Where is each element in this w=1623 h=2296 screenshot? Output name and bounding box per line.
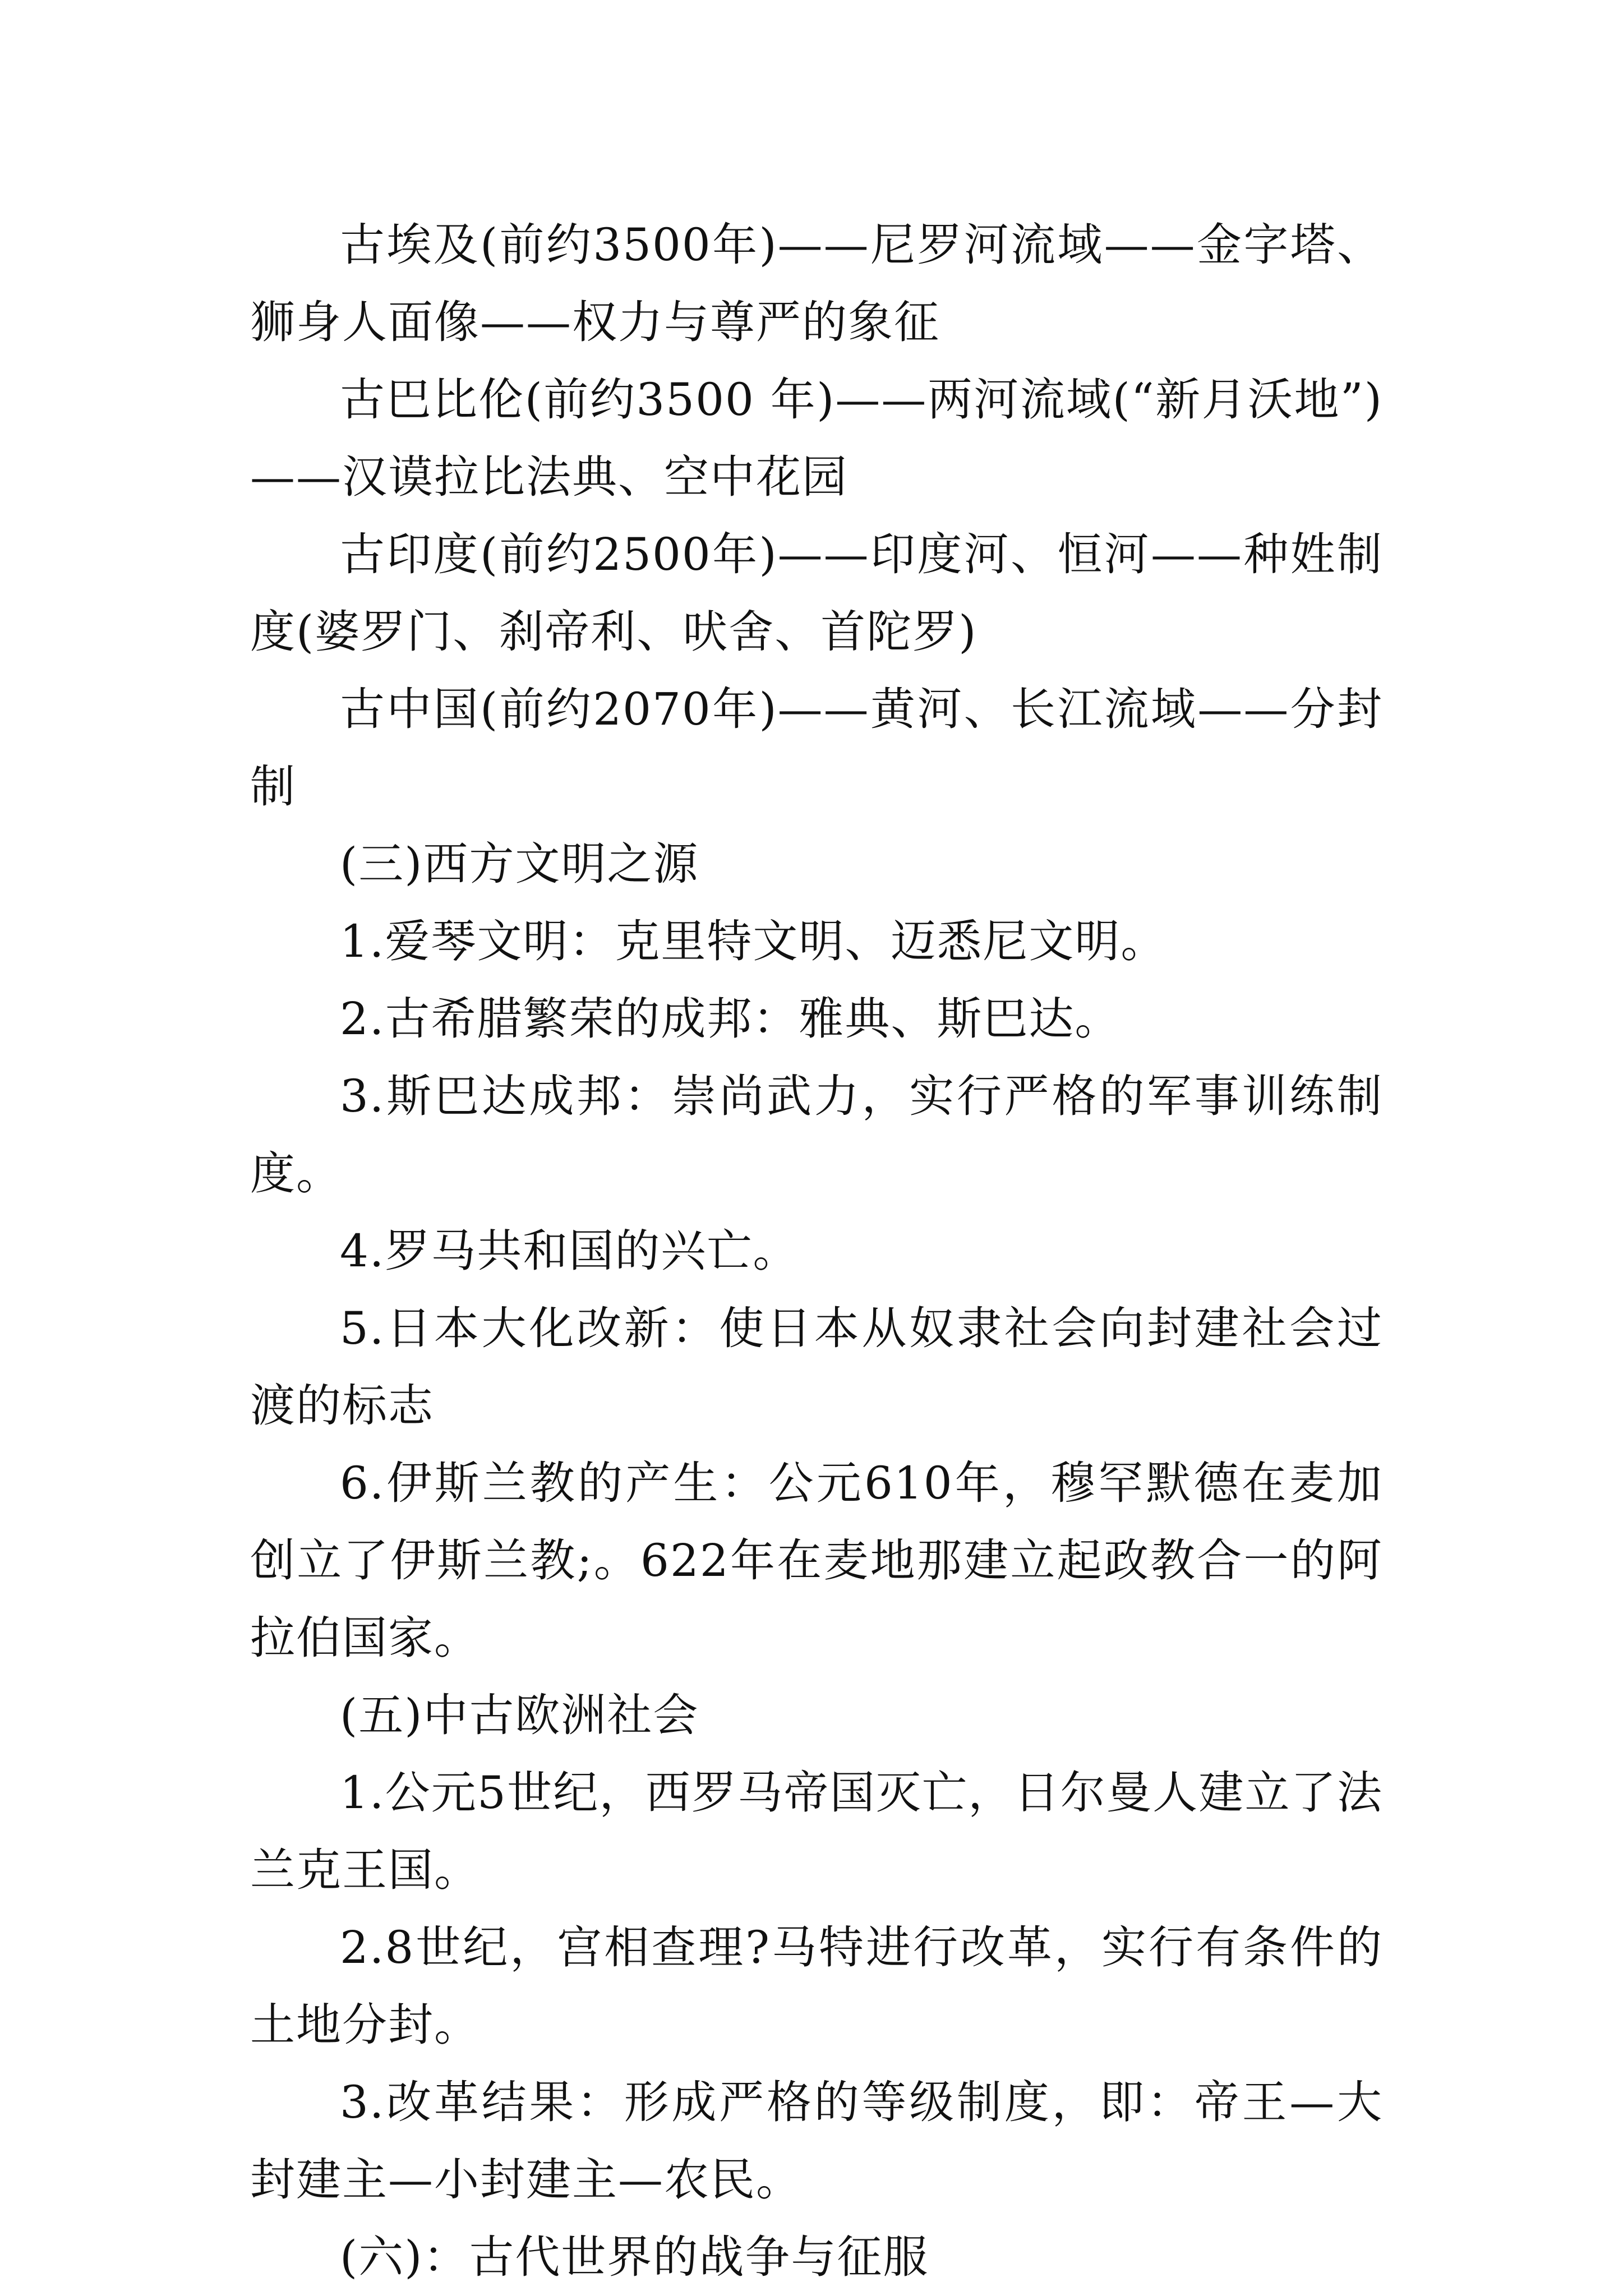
paragraph-greek-city-states: 2.古希腊繁荣的成邦：雅典、斯巴达。: [340, 993, 1121, 1045]
paragraph-islam-origin: 6.伊斯兰教的产生：公元610年，穆罕默德在麦加创立了伊斯兰教;。622年在麦地那建立起政教合一的阿拉伯国家。: [250, 1457, 1383, 1664]
paragraph-charles-martel-reform: 2.8世纪，宫相查理?马特进行改革，实行有条件的土地分封。: [250, 1921, 1383, 2051]
paragraph-sparta: 3.斯巴达成邦：崇尚武力，实行严格的军事训练制度。: [250, 1070, 1383, 1200]
paragraph-ancient-egypt: 古埃及(前约3500年)——尼罗河流域——金字塔、狮身人面像——权力与尊严的象征: [250, 219, 1383, 348]
paragraph-roman-republic: 4.罗马共和国的兴亡。: [340, 1225, 799, 1277]
paragraph-aegean-civilization: 1.爱琴文明：克里特文明、迈悉尼文明。: [340, 915, 1167, 967]
paragraph-reform-result: 3.改革结果：形成严格的等级制度，即：帝王—大封建主—小封建主—农民。: [250, 2076, 1383, 2206]
paragraph-ancient-china: 古中国(前约2070年)——黄河、长江流域——分封制: [250, 683, 1383, 813]
section-heading-western-civilization: (三)西方文明之源: [340, 838, 699, 890]
document-body: [250, 206, 1383, 2296]
paragraph-ancient-babylon: 古巴比伦(前约3500 年)——两河流域(“新月沃地”)——汉谟拉比法典、空中花园: [250, 374, 1383, 503]
section-heading-ancient-wars: (六)：古代世界的战争与征服: [340, 2231, 929, 2283]
paragraph-ancient-india: 古印度(前约2500年)——印度河、恒河——种姓制度(婆罗门、刹帝利、吠舍、首陀罗): [250, 528, 1383, 658]
paragraph-frankish-kingdom: 1.公元5世纪，西罗马帝国灭亡，日尔曼人建立了法兰克王国。: [250, 1767, 1383, 1896]
section-heading-medieval-europe: (五)中古欧洲社会: [340, 1689, 699, 1741]
paragraph-taika-reform: 5.日本大化改新：使日本从奴隶社会向封建社会过渡的标志: [250, 1302, 1383, 1432]
